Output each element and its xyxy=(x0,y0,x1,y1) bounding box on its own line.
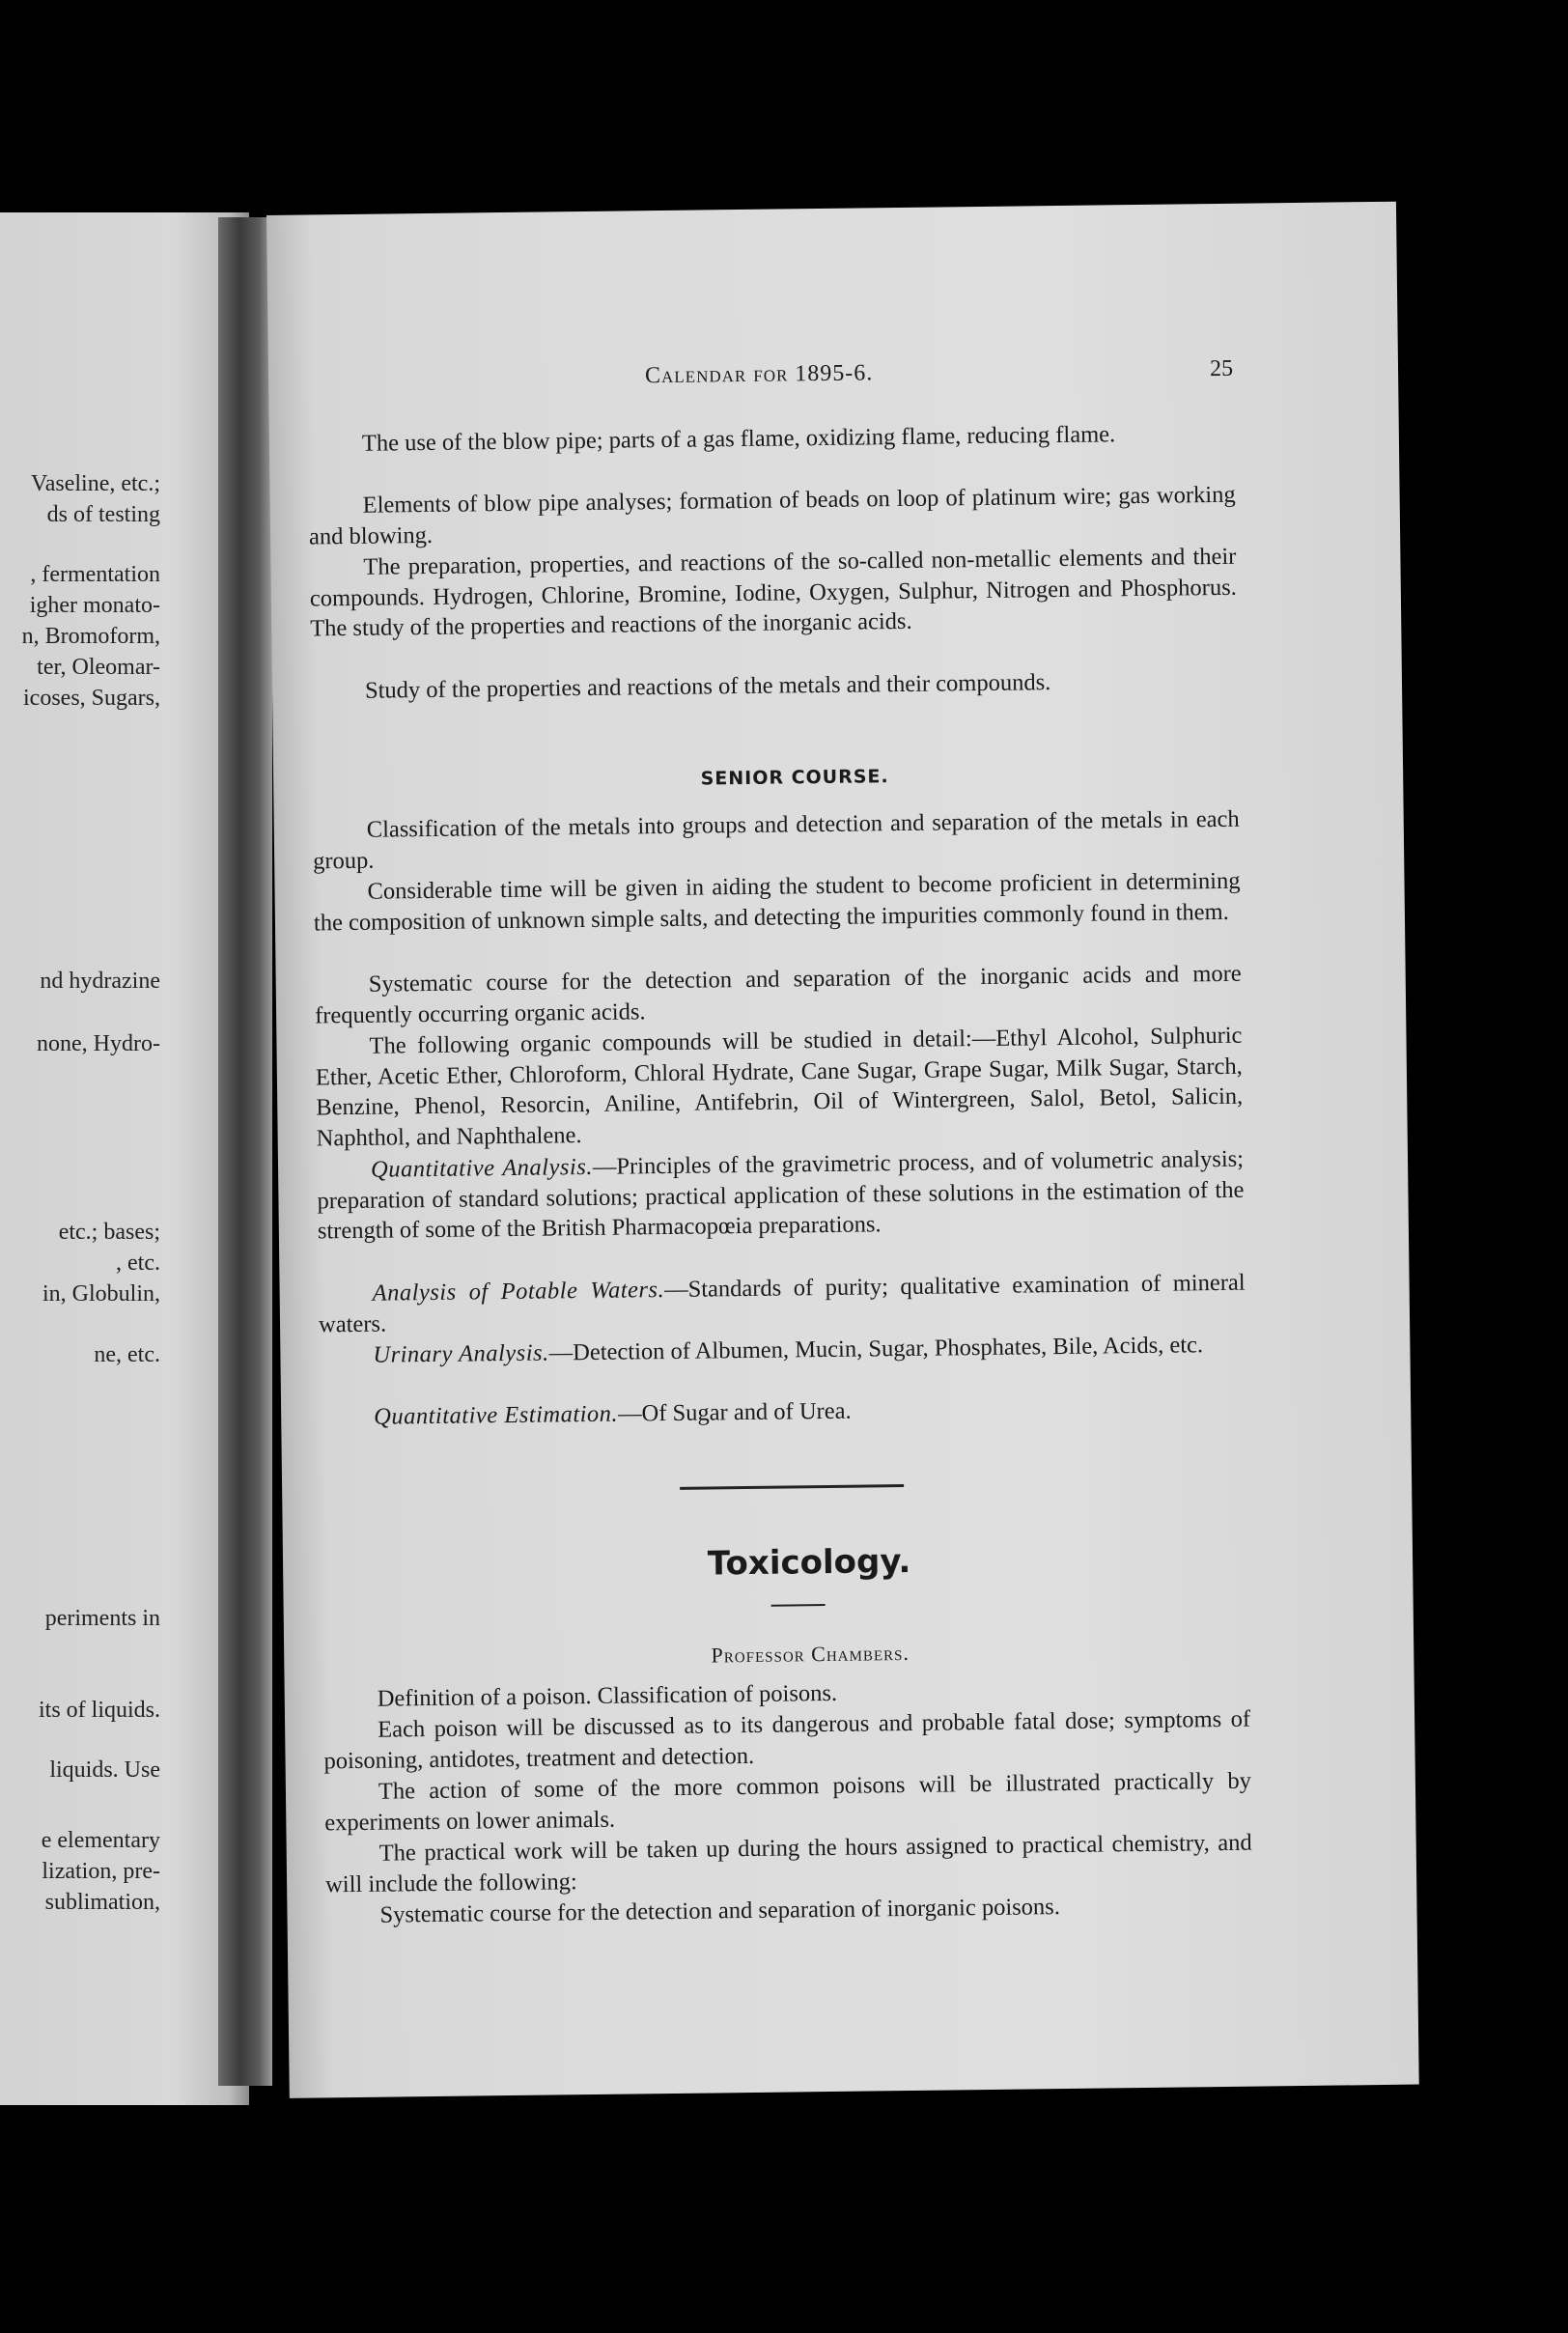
left-text-fragment: liquids. Use xyxy=(49,1757,160,1783)
section-heading: SENIOR COURSE. xyxy=(700,766,889,790)
paragraph xyxy=(318,1268,1246,1340)
left-text-fragment: ne, etc. xyxy=(94,1342,160,1367)
left-text-fragment: e elementary xyxy=(41,1828,160,1853)
left-text-fragment: lization, pre- xyxy=(42,1859,160,1884)
book-gutter-shadow xyxy=(218,217,272,2086)
left-text-fragment: none, Hydro- xyxy=(37,1031,160,1056)
paragraph-title: Analysis of Potable Waters. xyxy=(372,1277,665,1307)
left-text-fragment: Vaseline, etc.; xyxy=(31,471,160,496)
paragraph-body: —Principles of the gravimetric process, and of volumetric analysis; preparation of standard solutions; practical application of these solutions in the estimation of the strength of some of the British Pharmacopœia preparations. xyxy=(317,1145,1245,1245)
paragraph: The action of some of the more common poisons will be illustrated practically by experiments on lower animals. xyxy=(324,1767,1252,1836)
left-text-fragment: n, Bromoform, xyxy=(21,624,160,649)
paragraph-title: Urinary Analysis. xyxy=(373,1339,549,1368)
page-number: 25 xyxy=(1209,355,1234,382)
paragraph xyxy=(320,1391,1246,1433)
paragraph: The practical work will be taken up during the hours assigned to practical chemistry, and will include the following: xyxy=(324,1829,1252,1897)
paragraph-title: Quantitative Analysis. xyxy=(370,1153,594,1183)
paragraph-title: Quantitative Estimation. xyxy=(374,1400,619,1430)
left-text-fragment: , fermentation xyxy=(30,562,160,587)
paragraph: Considerable time will be given in aiding the student to become proficient in determining the composition of unknown simple salts, and detecting the impurities commonly found in them. xyxy=(313,867,1241,936)
left-text-fragment: ter, Oleomar- xyxy=(37,655,160,680)
running-header: Calendar for 1895-6. xyxy=(644,360,874,389)
paragraph: Study of the properties and reactions of the metals and their compounds. xyxy=(364,669,1051,704)
book-page xyxy=(266,202,1419,2098)
paragraph: Systematic course for the detection and separation of the inorganic acids and more frequently occurring organic acids. xyxy=(314,960,1242,1028)
left-text-fragment: in, Globulin, xyxy=(42,1281,160,1307)
title-underline xyxy=(771,1604,826,1607)
paragraph: Each poison will be discussed as to its dangerous and probable fatal dose; symptoms of poisoning, antidotes, treatment and detection. xyxy=(323,1705,1251,1774)
paragraph: The use of the blow pipe; parts of a gas flame, oxidizing flame, reducing flame. xyxy=(361,421,1116,457)
left-text-fragment: its of liquids. xyxy=(38,1698,160,1723)
left-text-fragment: ds of testing xyxy=(46,502,160,527)
left-text-fragment: icoses, Sugars, xyxy=(23,686,160,711)
left-text-fragment: sublimation, xyxy=(44,1890,160,1915)
paragraph: Elements of blow pipe analyses; formation of beads on loop of platinum wire; gas working and blowing. xyxy=(308,481,1236,549)
paragraph: Definition of a poison. Classification of poisons. xyxy=(377,1679,838,1712)
left-text-fragment: periments in xyxy=(44,1606,160,1631)
section-title: Toxicology. xyxy=(707,1541,911,1584)
left-text-fragment: etc.; bases; xyxy=(58,1220,160,1245)
paragraph-body: —Of Sugar and of Urea. xyxy=(617,1397,852,1427)
paragraph: The following organic compounds will be studied in detail:—Ethyl Alcohol, Sulphuric Ether, Acetic Ether, Chloroform, Chloral Hydrate, Cane Sugar, Grape Sugar, Milk Sugar, Starch, Benzine, Phenol, Resorcin, Aniline, Antifebrin, Oil of Wintergreen, Salol, Betol, Salicin, Naphthol, and Naphthalene. xyxy=(315,1022,1244,1151)
left-text-fragment: , etc. xyxy=(116,1251,160,1276)
paragraph: Systematic course for the detection and separation of inorganic poisons. xyxy=(379,1894,1061,1928)
section-divider xyxy=(680,1484,904,1490)
professor-name: Professor Chambers. xyxy=(711,1640,910,1668)
paragraph: Classification of the metals into groups and detection and separation of the metals in each group. xyxy=(313,805,1240,874)
paragraph-body: —Detection of Albumen, Mucin, Sugar, Phosphates, Bile, Acids, etc. xyxy=(548,1332,1204,1366)
paragraph xyxy=(317,1144,1245,1247)
paragraph-body: —Standards of purity; qualitative examination of mineral waters. xyxy=(318,1269,1246,1337)
previous-page-fragment xyxy=(0,212,249,2105)
left-text-fragment: igher monato- xyxy=(29,593,160,618)
left-text-fragment: nd hydrazine xyxy=(40,969,160,994)
paragraph: The preparation, properties, and reactions of the so-called non-metallic elements and their compounds. Hydrogen, Chlorine, Bromine, Iodine, Oxygen, Sulphur, Nitrogen and Phosphorus. The study of the properties and reactions of the inorganic acids. xyxy=(309,543,1237,642)
